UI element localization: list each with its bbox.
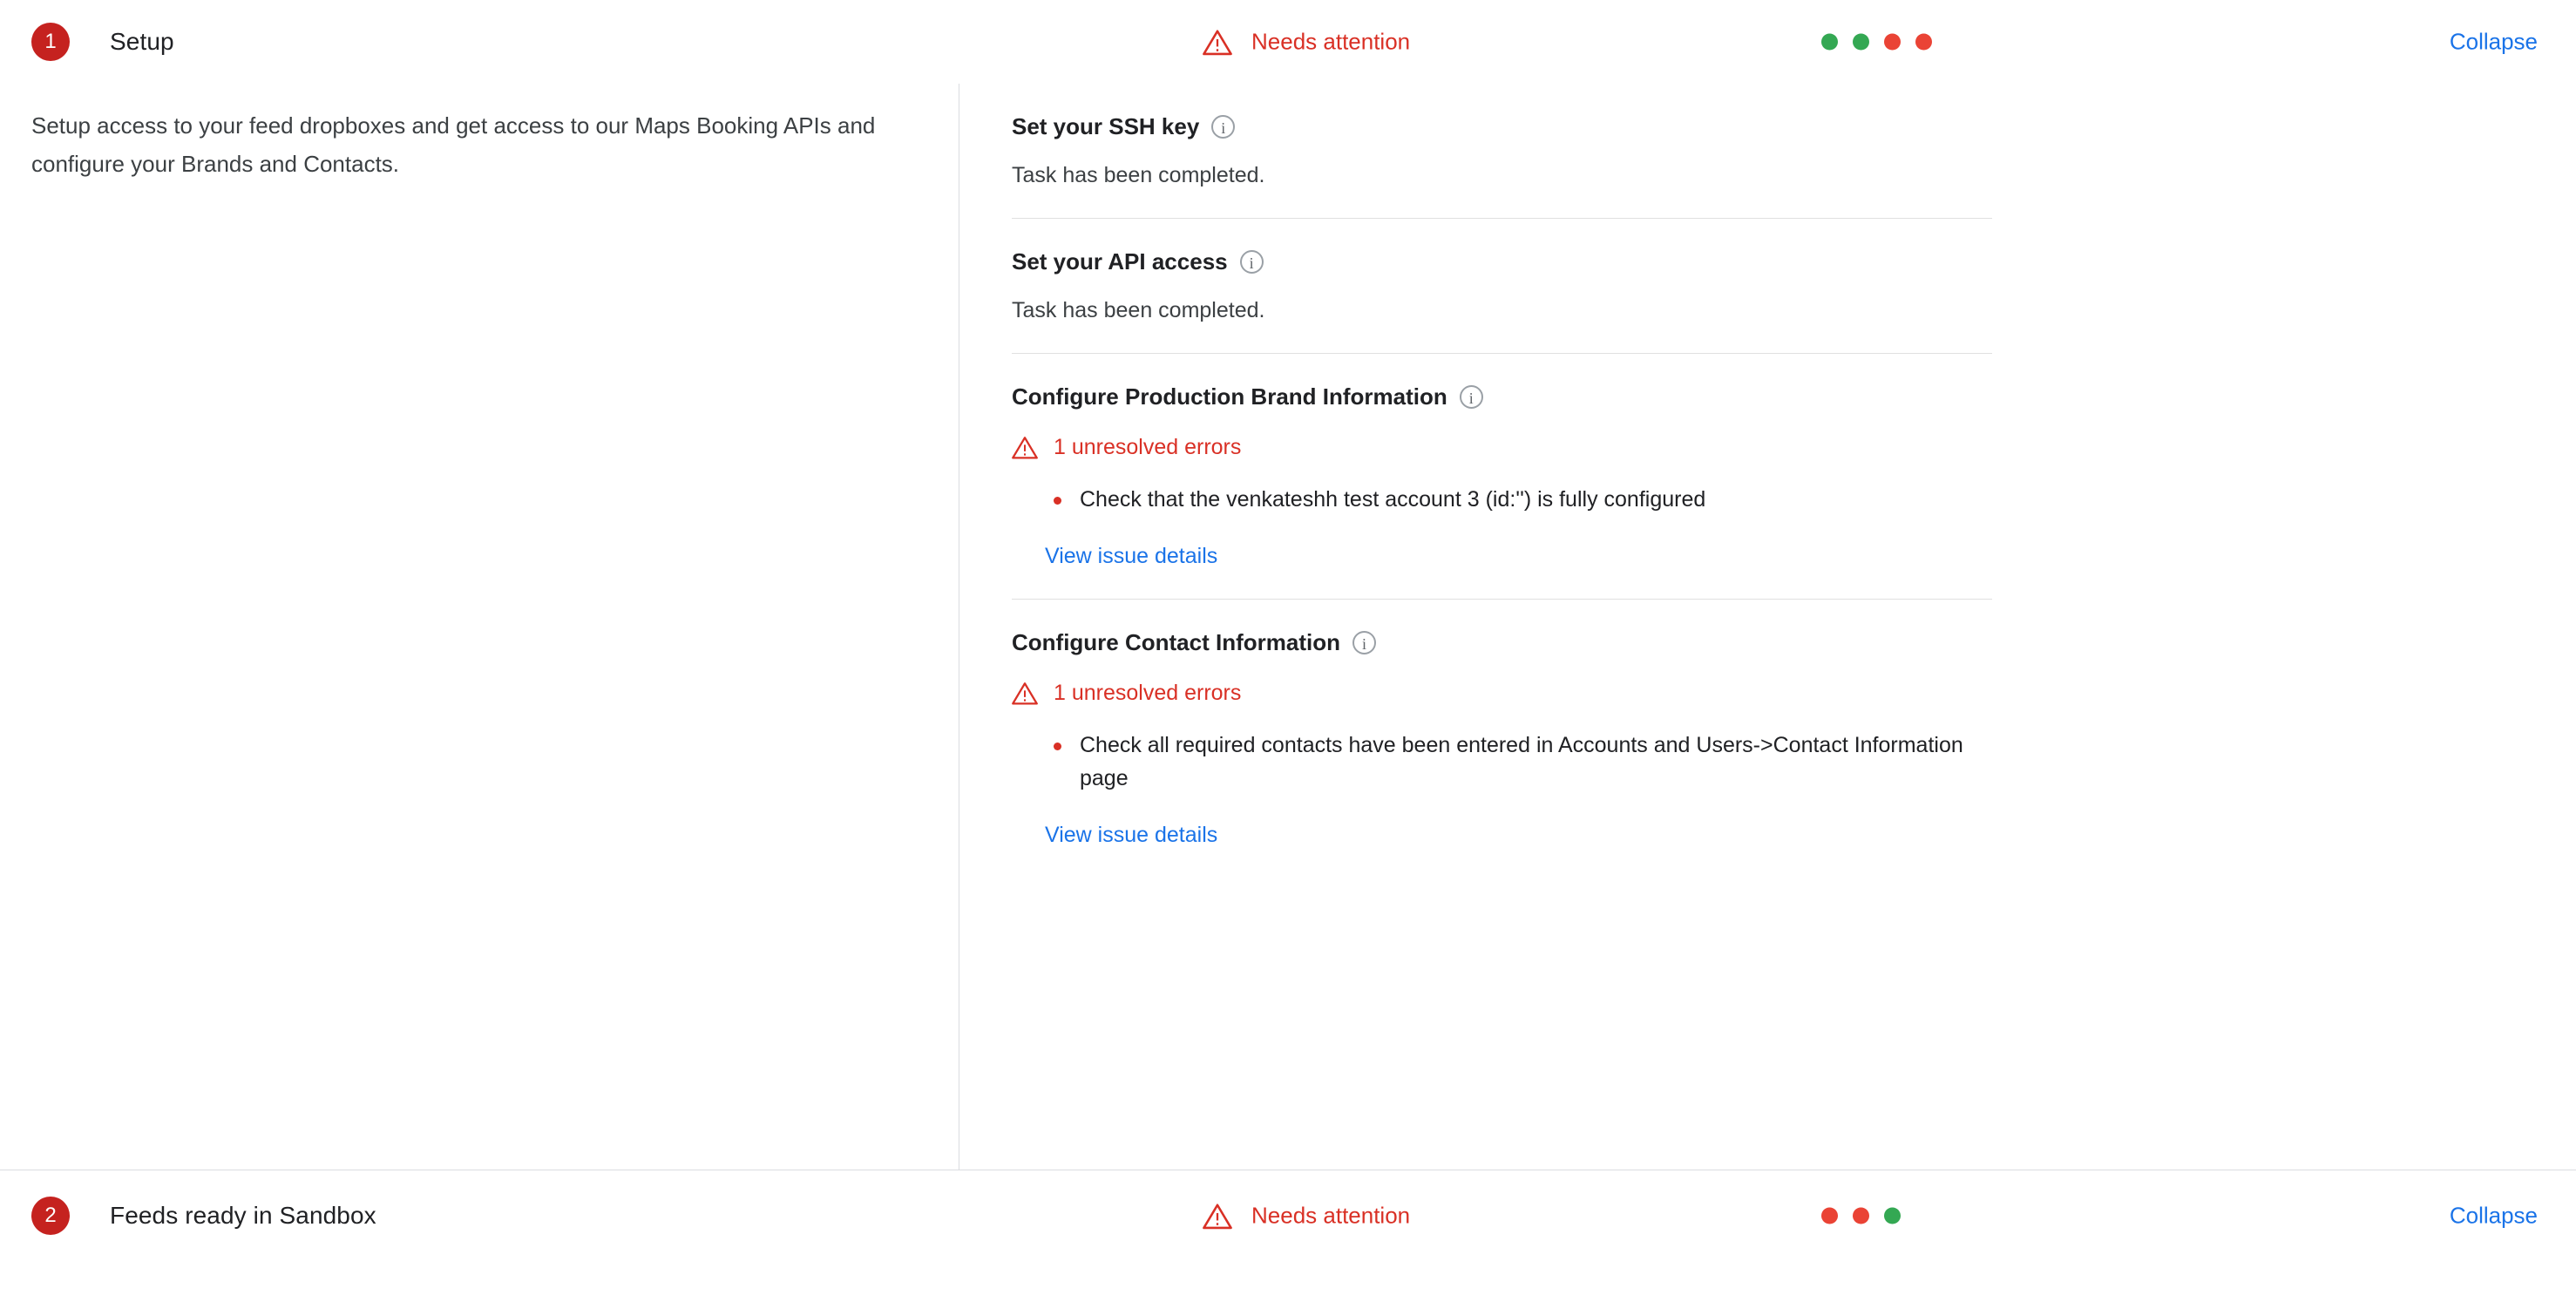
task-error-summary: 1 unresolved errors (1054, 681, 1242, 705)
step-description-column (0, 84, 959, 1170)
task-list (959, 84, 2576, 1170)
step-status (1203, 1203, 1410, 1230)
task-status-text: Task has been completed. (1012, 298, 1265, 322)
task-title: Set your API access (1012, 248, 1228, 275)
task-title-row (1012, 629, 1992, 656)
step-title: Setup (110, 28, 174, 55)
info-icon[interactable]: i (1240, 250, 1264, 274)
step-number-badge: 1 (31, 23, 70, 61)
task-error-summary-row (1012, 681, 1992, 706)
task-error-summary-row (1012, 435, 1992, 460)
task-error-item: Check that the venkateshh test account 3 (id:'') is fully configured (1054, 483, 1969, 516)
task-title: Configure Contact Information (1012, 629, 1340, 655)
task-title-row (1012, 383, 1992, 410)
progress-dot (1853, 34, 1869, 51)
progress-dot (1884, 1208, 1901, 1224)
step-description: Setup access to your feed dropboxes and get access to our Maps Booking APIs and configure your Brands and Contacts. (31, 112, 876, 177)
collapse-button[interactable]: Collapse (2449, 1202, 2538, 1229)
collapse-button[interactable]: Collapse (2449, 28, 2538, 55)
task-title: Configure Production Brand Information (1012, 383, 1447, 410)
progress-dot (1915, 34, 1932, 51)
view-issue-details-link[interactable]: View issue details (1045, 823, 1218, 847)
task-title: Set your SSH key (1012, 113, 1200, 139)
task-item (1012, 383, 1992, 600)
warning-triangle-icon (1203, 29, 1232, 55)
task-error-summary: 1 unresolved errors (1054, 435, 1242, 459)
task-title-row (1012, 113, 1992, 140)
info-icon[interactable]: i (1460, 385, 1483, 409)
setup-step-header (0, 0, 2576, 84)
warning-triangle-icon (1012, 682, 1038, 705)
step-title: Feeds ready in Sandbox (110, 1202, 376, 1229)
setup-step-body (0, 84, 2576, 1170)
task-title-row (1012, 248, 1992, 275)
task-error-item: Check all required contacts have been entered in Accounts and Users->Contact Information page (1054, 729, 1969, 795)
progress-dot (1821, 1208, 1838, 1224)
step-status (1203, 29, 1410, 56)
feeds-step-header[interactable] (0, 1170, 2576, 1261)
task-status-text: Task has been completed. (1012, 163, 1265, 187)
info-icon[interactable]: i (1352, 631, 1376, 654)
info-icon[interactable]: i (1211, 115, 1235, 139)
warning-triangle-icon (1203, 1203, 1232, 1229)
task-item (1012, 629, 1992, 878)
step-progress-dots (1821, 34, 1932, 51)
task-error-list (1012, 483, 1992, 516)
step-status-text: Needs attention (1251, 28, 1411, 55)
warning-triangle-icon (1012, 436, 1038, 459)
task-error-list (1012, 729, 1992, 795)
task-item (1012, 113, 1992, 219)
step-progress-dots (1821, 1208, 1901, 1224)
view-issue-details-link[interactable]: View issue details (1045, 544, 1218, 568)
progress-dot (1821, 34, 1838, 51)
progress-dot (1853, 1208, 1869, 1224)
progress-dot (1884, 34, 1901, 51)
step-number-badge: 2 (31, 1197, 70, 1235)
feeds-step-section (0, 1170, 2576, 1261)
step-status-text: Needs attention (1251, 1202, 1411, 1229)
task-item (1012, 248, 1992, 354)
